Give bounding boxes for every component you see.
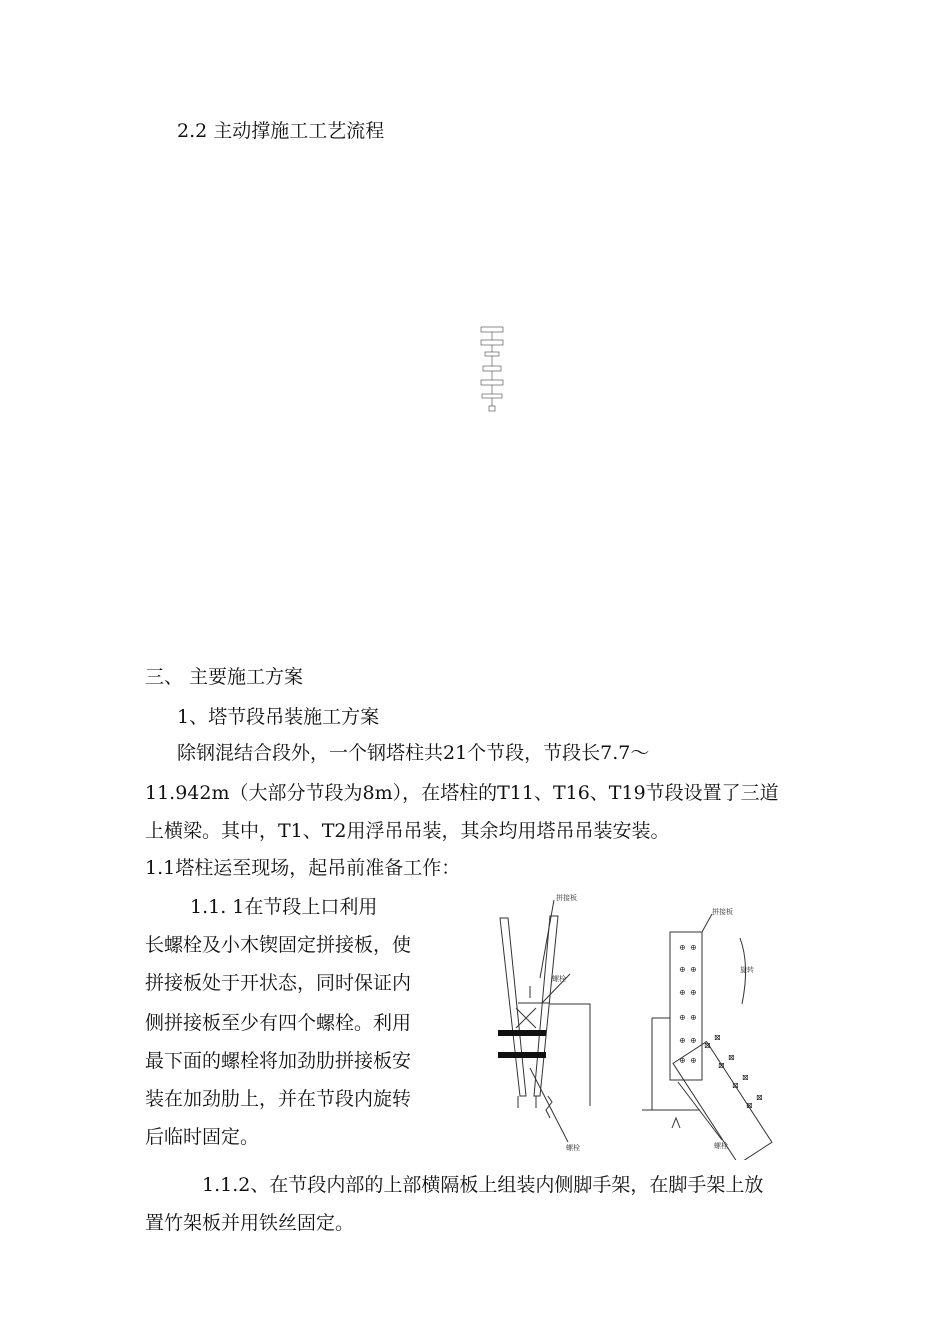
- svg-text:⊕: ⊕: [679, 1056, 686, 1065]
- splice-plate-open-figure: [490, 888, 625, 1160]
- figure-left-label-top: 拼接板: [556, 894, 577, 902]
- svg-text:⊕: ⊕: [690, 943, 697, 952]
- figure-right-label-bottom: 螺栓: [714, 1142, 728, 1150]
- figure-left-label-bottom: 螺栓: [566, 1144, 580, 1152]
- figure-right-label-top: 拼接板: [712, 908, 733, 916]
- paragraph-1-1-1-line-2: 长螺栓及小木锲固定拼接板，使: [145, 934, 412, 956]
- heading-section-3: 三、 主要施工方案: [145, 666, 304, 688]
- svg-text:⊕: ⊕: [679, 1036, 686, 1045]
- svg-text:⊕: ⊕: [679, 965, 686, 974]
- svg-text:⊕: ⊕: [690, 1013, 697, 1022]
- paragraph-1-1-2-line-2: 置竹架板并用铁丝固定。: [145, 1212, 355, 1234]
- svg-text:⊠: ⊠: [714, 1033, 721, 1042]
- paragraph-1-1-1-line-5: 最下面的螺栓将加劲肋拼接板安: [145, 1050, 412, 1072]
- splice-plate-rotation-figure: [632, 900, 810, 1160]
- svg-text:⊠: ⊠: [704, 1041, 711, 1050]
- svg-text:⊠: ⊠: [742, 1073, 749, 1082]
- svg-text:⊕: ⊕: [690, 965, 697, 974]
- svg-text:⊕: ⊕: [679, 988, 686, 997]
- paragraph-1-1-1-line-7: 后临时固定。: [145, 1126, 260, 1148]
- figure-left-label-mid: 螺栓: [552, 975, 566, 983]
- svg-text:⊕: ⊕: [690, 988, 697, 997]
- svg-text:⊠: ⊠: [756, 1093, 763, 1102]
- svg-text:⊠: ⊠: [732, 1081, 739, 1090]
- paragraph-1-line-3: 上横梁。其中，T1、T2用浮吊吊装，其余均用塔吊吊装安装。: [145, 820, 670, 842]
- heading-1-1: 1.1塔柱运至现场，起吊前准备工作：: [145, 857, 461, 879]
- svg-text:⊕: ⊕: [690, 1056, 697, 1065]
- paragraph-1-1-2-line-1: 1.1.2、在节段内部的上部横隔板上组装内侧脚手架，在脚手架上放: [202, 1174, 764, 1196]
- paragraph-1-1-1-line-4: 侧拼接板至少有四个螺栓。利用: [145, 1012, 412, 1034]
- paragraph-1-1-1-line-6: 装在加劲肋上，并在节段内旋转: [145, 1088, 412, 1110]
- svg-text:⊠: ⊠: [728, 1053, 735, 1062]
- svg-text:⊕: ⊕: [679, 1013, 686, 1022]
- paragraph-1-line-2: 11.942m（大部分节段为8m），在塔柱的T11、T16、T19节段设置了三道: [145, 782, 779, 804]
- svg-text:⊕: ⊕: [679, 943, 686, 952]
- svg-text:⊕: ⊕: [690, 1036, 697, 1045]
- paragraph-1-1-1-line-3: 拼接板处于开状态，同时保证内: [145, 972, 412, 994]
- svg-text:⊠: ⊠: [718, 1061, 725, 1070]
- svg-text:⊠: ⊠: [746, 1101, 753, 1110]
- heading-2-2: 2.2 主动撑施工工艺流程: [177, 120, 385, 142]
- figure-right-label-arc: 旋转: [740, 966, 754, 974]
- paragraph-1-1-1-line-1: 1.1. 1在节段上口利用: [190, 896, 378, 918]
- paragraph-1-line-1: 除钢混结合段外，一个钢塔柱共21个节段，节段长7.7～: [177, 742, 650, 764]
- heading-section-1: 1、塔节段吊装施工方案: [177, 706, 380, 728]
- process-flowchart: [480, 326, 504, 416]
